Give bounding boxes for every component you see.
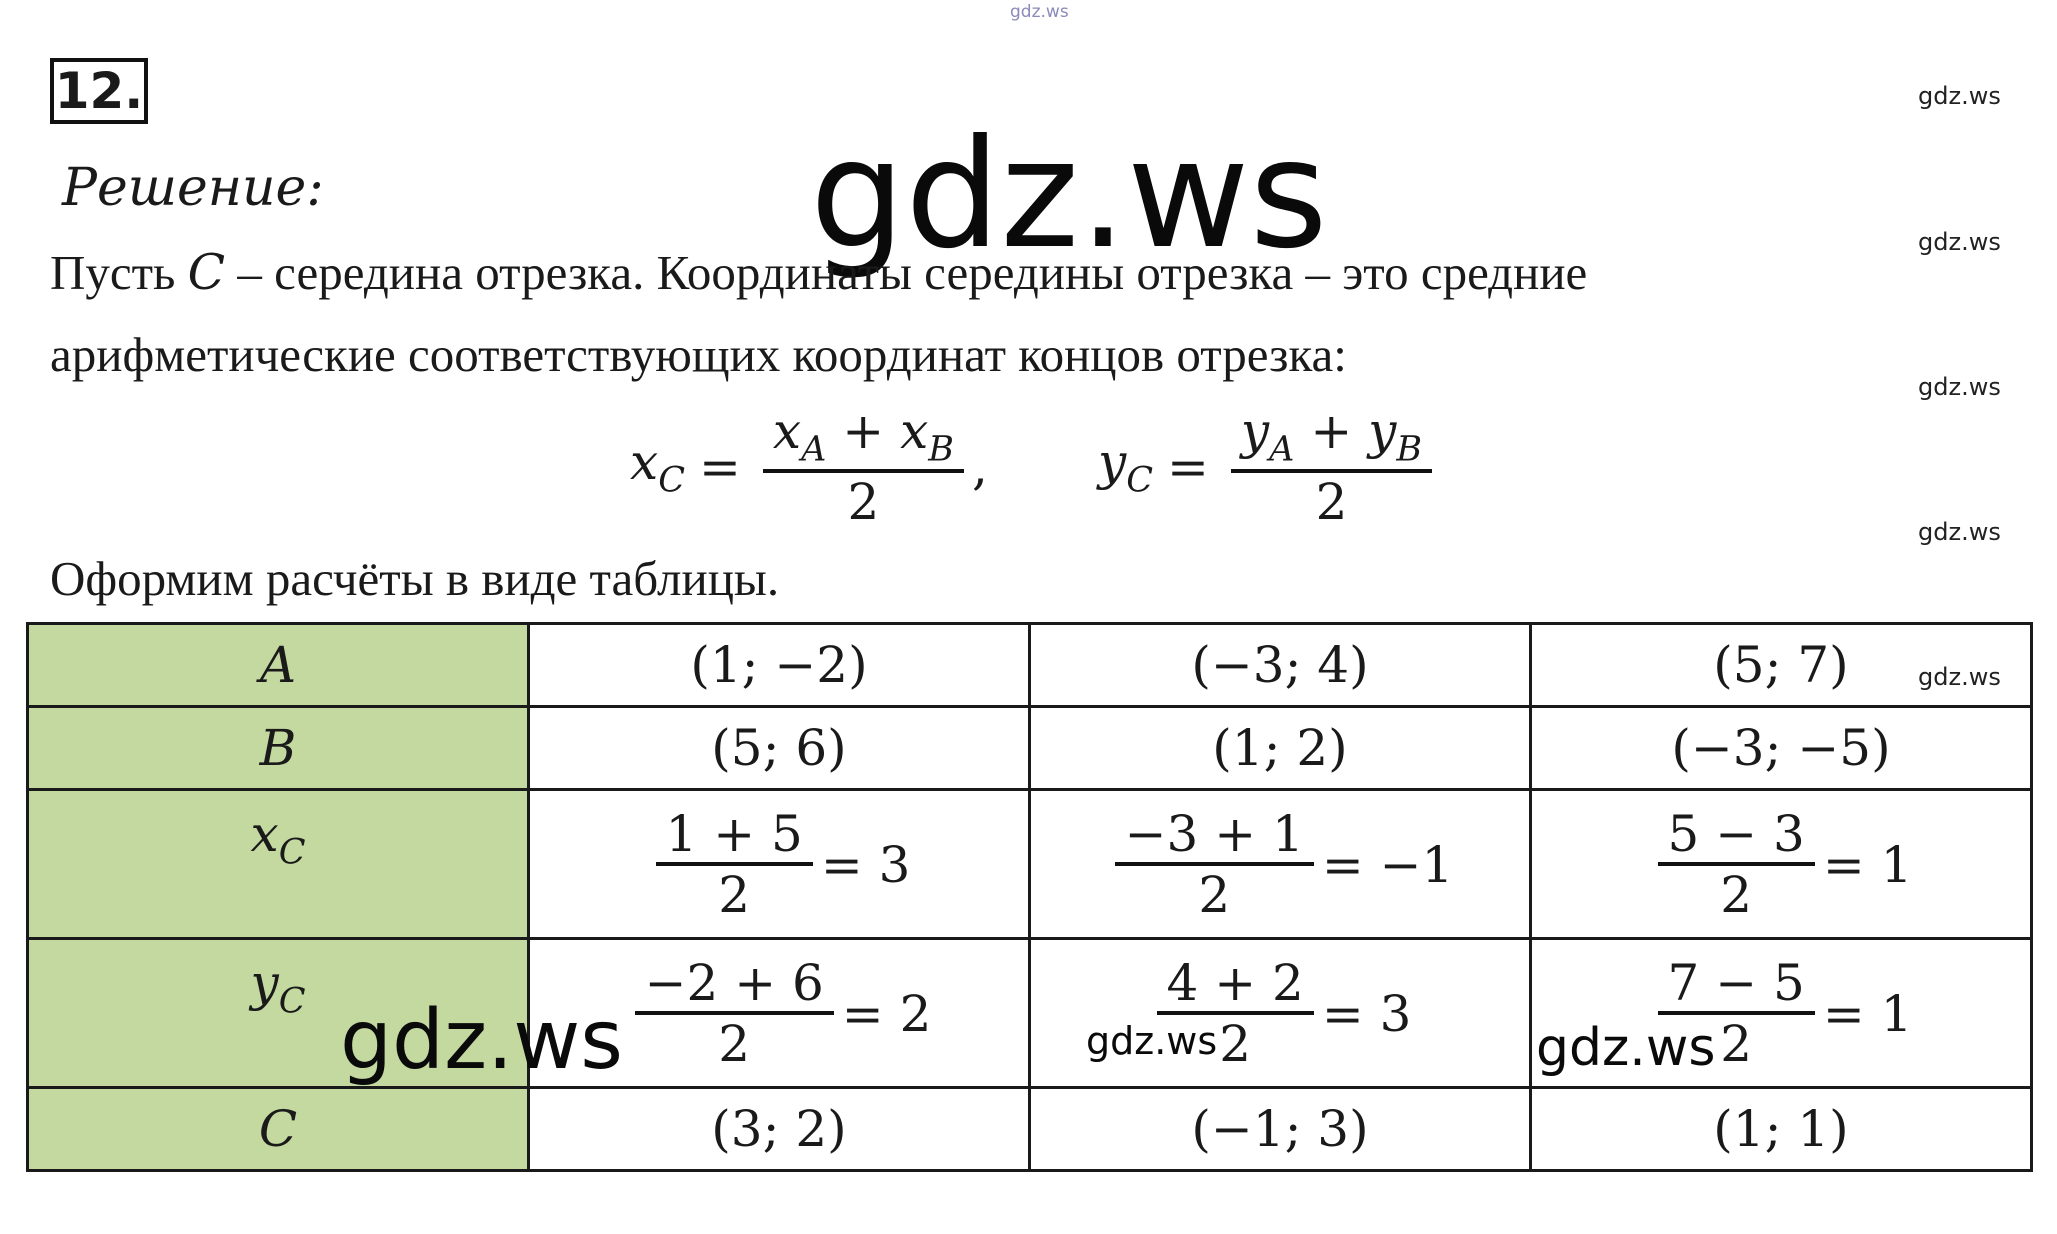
midpoint-formula [630, 404, 1440, 530]
table-cell: (3; 2) [529, 1088, 1030, 1171]
table-row [28, 1088, 2032, 1171]
row-header-b: B [28, 707, 529, 790]
table-cell: (−3; 4) [1030, 624, 1531, 707]
row-header-xc: $x_C$ [28, 790, 529, 939]
watermark-side: gdz.ws [1918, 373, 2001, 401]
formula-x-fraction: $\frac{x_A + x_B}{2}$ [763, 404, 964, 530]
row-header-yc: $y_C$ [28, 939, 529, 1088]
watermark-large: gdz.ws [810, 108, 1328, 282]
watermark-top: gdz.ws [1010, 2, 1069, 22]
row-header-c: C [28, 1088, 529, 1171]
formula-equals: = [698, 437, 741, 496]
table-cell: $\frac{-2 + 6}{2}$ = 2 [529, 939, 1030, 1088]
table-cell: (−3; −5) [1531, 707, 2032, 790]
paragraph-line-1 [50, 244, 1587, 301]
table-row [28, 624, 2032, 707]
table-cell: (5; 6) [529, 707, 1030, 790]
table-cell: $\frac{1 + 5}{2}$ = 3 [529, 790, 1030, 939]
calculation-table [26, 622, 2033, 1172]
paragraph-line-2: арифметические соответствующих координат концов отрезка: [50, 327, 1347, 382]
watermark-side: gdz.ws [1918, 82, 2001, 110]
solution-label: Решение: [62, 158, 324, 218]
variable-c: C [187, 244, 226, 301]
task-number: 12. [50, 58, 148, 124]
table-cell: $\frac{7 - 5}{2}$ = 1 [1531, 939, 2032, 1088]
watermark-table-small: gdz.ws [1536, 1018, 1716, 1078]
row-header-a: A [28, 624, 529, 707]
table-cell: (−1; 3) [1030, 1088, 1531, 1171]
table-cell: $\frac{4 + 2}{2}$ = 3 [1030, 939, 1531, 1088]
formula-x-lhs: $x_C$ [630, 433, 685, 501]
table-row [28, 707, 2032, 790]
paragraph-text: Пусть [50, 245, 188, 300]
table-row [28, 939, 2032, 1088]
table-cell: $\frac{5 - 3}{2}$ = 1 [1531, 790, 2032, 939]
watermark-side: gdz.ws [1918, 228, 2001, 256]
formula-separator: , [972, 437, 988, 496]
formula-y-fraction: $\frac{y_A + y_B}{2}$ [1231, 404, 1432, 530]
paragraph-text: – середина отрезка. Координаты середины отрезка – это средние [225, 245, 1588, 300]
formula-y-lhs: $y_C$ [1097, 433, 1153, 501]
watermark-side: gdz.ws [1918, 663, 2001, 691]
table-intro: Оформим расчёты в виде таблицы. [50, 551, 780, 606]
table-cell: (1; 1) [1531, 1088, 2032, 1171]
formula-equals: = [1166, 437, 1209, 496]
table-cell: (5; 7) [1531, 624, 2032, 707]
watermark-side: gdz.ws [1918, 518, 2001, 546]
table-cell: $\frac{-3 + 1}{2}$ = −1 [1030, 790, 1531, 939]
table-row [28, 790, 2032, 939]
watermark-table-large: gdz.ws [340, 993, 623, 1088]
watermark-table-small: gdz.ws [1086, 1019, 1218, 1063]
table-cell: (1; −2) [529, 624, 1030, 707]
table-cell: (1; 2) [1030, 707, 1531, 790]
